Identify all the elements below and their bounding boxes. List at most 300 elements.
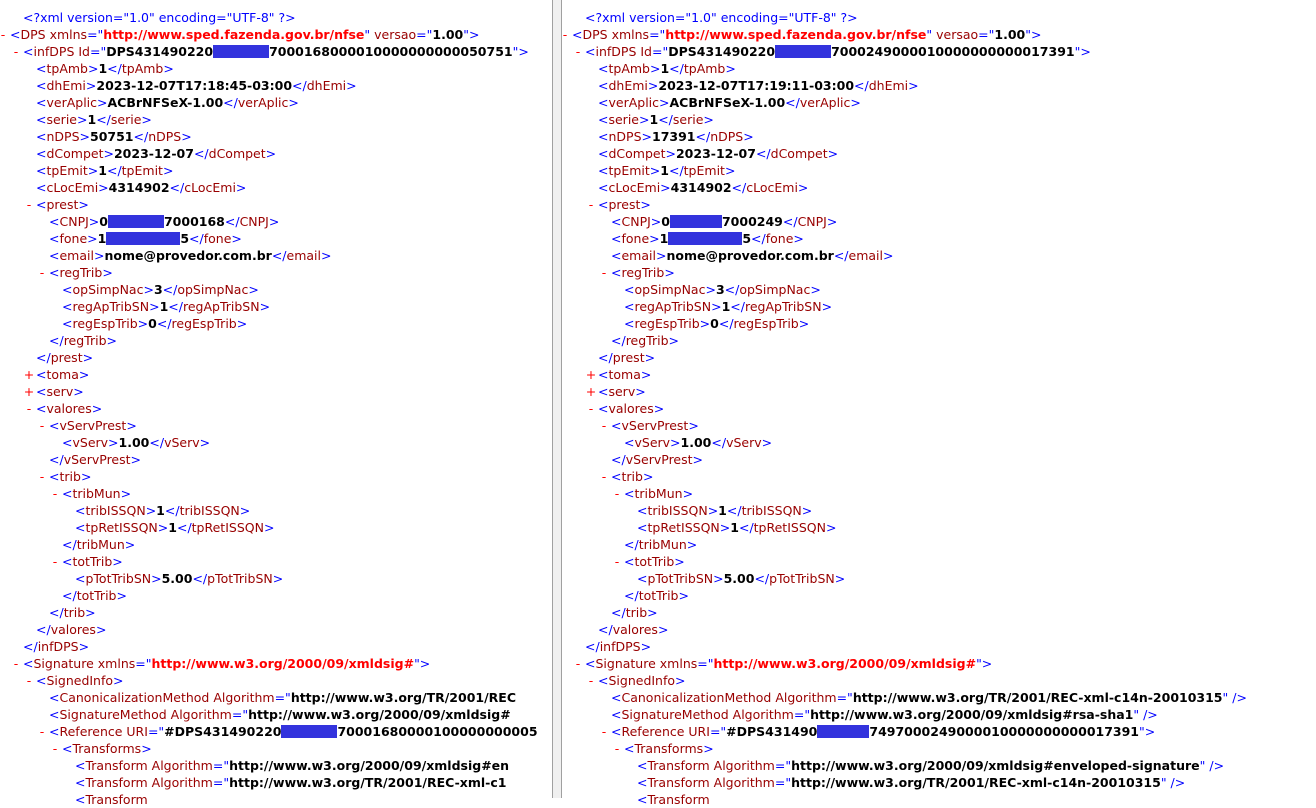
xml-line: [0, 417, 538, 434]
xml-punct: >: [78, 197, 89, 212]
xml-punct: </: [193, 146, 209, 161]
xml-punct: </: [624, 537, 639, 552]
xml-line-content: [36, 621, 106, 638]
xml-line: [562, 553, 1247, 570]
xml-text-value: 1: [660, 61, 670, 76]
xml-tag-name: prest: [46, 197, 79, 212]
collapse-toggle[interactable]: -: [588, 401, 594, 416]
xml-punct: =": [87, 27, 104, 42]
xml-punct: >: [650, 214, 662, 229]
xml-line: [562, 213, 1247, 230]
collapse-toggle[interactable]: -: [39, 724, 45, 739]
xml-tag-name: opSimpNac: [177, 282, 249, 297]
xml-line-content: [62, 553, 123, 570]
xml-punct: =": [90, 44, 107, 59]
xml-line-content: [637, 570, 845, 587]
xml-attr-name: xmlns: [655, 656, 698, 671]
xml-line-content: [49, 332, 117, 349]
collapse-toggle[interactable]: -: [614, 554, 620, 569]
xml-attr-value: 1.00: [994, 27, 1026, 42]
collapse-toggle[interactable]: -: [575, 44, 581, 59]
xml-attr-value: 1.00: [432, 27, 464, 42]
collapse-toggle[interactable]: -: [575, 656, 581, 671]
xml-tag-name: verAplic: [608, 95, 660, 110]
xml-punct: >: [259, 299, 271, 314]
xml-text-value: 5: [742, 231, 752, 246]
xml-punct: >: [660, 180, 671, 195]
xml-punct: </: [62, 588, 77, 603]
xml-line-content: [585, 43, 1091, 60]
collapse-toggle[interactable]: -: [588, 197, 594, 212]
xml-punct: </: [133, 129, 149, 144]
xml-line-content: [611, 706, 1158, 723]
xml-punct: >: [97, 95, 108, 110]
xml-punct: >: [647, 605, 658, 620]
xml-punct: >: [85, 78, 97, 93]
collapse-toggle[interactable]: -: [52, 741, 58, 756]
xml-line: [0, 162, 538, 179]
collapse-toggle[interactable]: -: [52, 486, 58, 501]
collapse-toggle[interactable]: -: [601, 724, 607, 739]
xml-punct: <: [36, 129, 47, 144]
xml-tag-name: cLocEmi: [46, 180, 99, 195]
xml-punct: >: [85, 605, 96, 620]
xml-line: [562, 128, 1247, 145]
xml-punct: >: [827, 146, 839, 161]
xml-punct: >: [265, 146, 277, 161]
xml-punct: </: [164, 503, 180, 518]
xml-punct: </: [695, 129, 711, 144]
xml-line: [0, 468, 538, 485]
xml-line: [562, 791, 1247, 808]
xml-punct: " />: [1222, 690, 1247, 705]
xml-punct: <: [598, 401, 609, 416]
xml-line: [562, 383, 1247, 400]
xml-tag-name: Reference: [621, 724, 685, 739]
xml-line: [0, 43, 538, 60]
xml-punct: <: [36, 367, 47, 382]
xml-text-value: 1: [649, 112, 659, 127]
xml-punct: </: [223, 95, 238, 110]
xml-punct: =": [212, 758, 230, 773]
collapse-toggle[interactable]: -: [614, 741, 620, 756]
collapse-toggle[interactable]: -: [26, 197, 32, 212]
xml-punct: <: [598, 367, 609, 382]
xml-punct: =": [231, 707, 249, 722]
xml-line: [0, 587, 538, 604]
xml-punct: <: [75, 792, 86, 807]
xml-punct: </: [36, 622, 51, 637]
collapse-toggle[interactable]: -: [13, 44, 19, 59]
xml-punct: </: [62, 537, 77, 552]
xml-punct: <: [10, 27, 21, 42]
xml-punct: >: [288, 95, 299, 110]
xml-line-content: [62, 485, 131, 502]
xml-tag-name: regEspTrib: [72, 316, 138, 331]
xml-punct: <: [611, 418, 622, 433]
collapse-toggle[interactable]: -: [0, 27, 6, 42]
expand-toggle[interactable]: +: [585, 384, 597, 399]
expand-toggle[interactable]: +: [23, 384, 35, 399]
xml-punct: <: [572, 27, 583, 42]
xml-line-content: [598, 94, 861, 111]
xml-punct: </: [156, 316, 172, 331]
xml-line-content: [611, 332, 679, 349]
xml-tag-name: regApTribSN: [182, 299, 260, 314]
xml-tag-name: Transform: [85, 775, 148, 790]
xml-line-content: [23, 9, 296, 26]
xml-punct: ">: [463, 27, 480, 42]
xml-punct: </: [598, 350, 613, 365]
xml-line: [562, 247, 1247, 264]
xml-punct: >: [181, 129, 192, 144]
xml-punct: <: [611, 214, 622, 229]
xml-punct: </: [162, 282, 178, 297]
xml-punct: <: [49, 469, 60, 484]
xml-line: [562, 740, 1247, 757]
xml-punct: " />: [1199, 758, 1225, 773]
xml-punct: <: [36, 146, 47, 161]
xml-punct: >: [102, 265, 113, 280]
xml-tag-name: regEspTrib: [733, 316, 799, 331]
xml-punct: <: [62, 486, 73, 501]
xml-punct: " />: [1133, 707, 1158, 722]
xml-line: [0, 536, 538, 553]
xml-tag-name: Transforms: [72, 741, 142, 756]
xml-line-content: [611, 723, 1155, 740]
xml-punct: <: [36, 163, 47, 178]
xml-line: [562, 281, 1247, 298]
collapse-toggle[interactable]: -: [601, 265, 607, 280]
xml-tag-name: pTotTribSN: [647, 571, 714, 586]
xml-tag-name: verAplic: [46, 95, 98, 110]
collapse-toggle[interactable]: -: [588, 673, 594, 688]
xml-punct: >: [78, 639, 90, 654]
xml-tag-name: opSimpNac: [72, 282, 144, 297]
xml-tag-name: tribISSQN: [647, 503, 708, 518]
xml-line-content: [36, 128, 192, 145]
xml-line-content: [624, 434, 772, 451]
xml-tag-name: Transform: [647, 792, 710, 807]
xml-tag-name: tpAmb: [46, 61, 88, 76]
xml-line: [562, 706, 1247, 723]
xml-attr-value: http://www.w3.org/2000/09/xmldsig#rsa-sha1: [810, 707, 1134, 722]
xml-punct: >: [78, 367, 90, 382]
xml-tag-name: fone: [203, 231, 232, 246]
xml-text-value: 0: [710, 316, 719, 331]
xml-text-value: 1: [156, 503, 165, 518]
xml-tag-name: tribMun: [634, 486, 683, 501]
xml-punct: <?xml version="1.0" encoding="UTF-8" ?>: [23, 10, 296, 25]
xml-punct: >: [655, 248, 667, 263]
xml-punct: " />: [1160, 775, 1186, 790]
xml-line-content: [36, 179, 246, 196]
xml-punct: </: [785, 95, 800, 110]
xml-punct: >: [77, 112, 88, 127]
xml-punct: >: [668, 333, 680, 348]
xml-punct: </: [611, 605, 626, 620]
xml-line-content: [75, 774, 506, 791]
xml-text-value: 3: [715, 282, 725, 297]
collapse-toggle[interactable]: -: [26, 401, 32, 416]
collapse-toggle[interactable]: -: [601, 418, 607, 433]
xml-tag-name: tpRetISSQN: [647, 520, 720, 535]
xml-punct: >: [108, 435, 119, 450]
xml-tag-name: prest: [612, 350, 645, 365]
xml-punct: =": [212, 775, 230, 790]
xml-punct: >: [719, 520, 731, 535]
xml-text-value: 1.00: [118, 435, 150, 450]
xml-attr-name: Algorithm: [147, 758, 213, 773]
pane-splitter[interactable]: [552, 0, 562, 798]
xml-tag-name: email: [286, 248, 321, 263]
xml-line: [0, 655, 538, 672]
xml-punct: </: [176, 520, 192, 535]
xml-tag-name: tribMun: [638, 537, 687, 552]
xml-tag-name: fone: [621, 231, 650, 246]
xml-line: [562, 196, 1247, 213]
xml-punct: </: [669, 61, 684, 76]
xml-text-value: 1: [660, 163, 669, 178]
xml-tag-name: Transform: [85, 758, 148, 773]
xml-line: [0, 26, 538, 43]
xml-line-content: [611, 247, 893, 264]
xml-line-content: [598, 621, 668, 638]
collapse-toggle[interactable]: -: [562, 27, 568, 42]
xml-attr-value: http://www.w3.org/2000/09/xmldsig#enveloped-signature: [791, 758, 1200, 773]
xml-punct: <: [23, 656, 34, 671]
xml-line-content: [23, 655, 430, 672]
xml-attr-name: Algorithm: [166, 707, 232, 722]
xml-punct: >: [665, 146, 676, 161]
xml-tag-name: cLocEmi: [608, 180, 661, 195]
xml-tag-name: regTrib: [59, 265, 103, 280]
xml-line: [562, 230, 1247, 247]
xml-line: [562, 672, 1247, 689]
xml-punct: >: [675, 673, 686, 688]
xml-punct: <: [624, 486, 635, 501]
xml-tag-name: Transform: [647, 775, 710, 790]
xml-text-value: 7000249: [721, 214, 783, 229]
xml-line: [562, 43, 1247, 60]
xml-line-content: [611, 468, 653, 485]
collapse-toggle[interactable]: -: [26, 673, 32, 688]
xml-punct: >: [248, 282, 259, 297]
xml-line: [562, 264, 1247, 281]
xml-attr-url: http://www.w3.org/2000/09/xmldsig#: [713, 656, 977, 671]
xml-line-content: [598, 77, 919, 94]
xml-punct: <: [49, 707, 60, 722]
collapse-toggle[interactable]: -: [13, 656, 19, 671]
xml-line-content: [598, 196, 651, 213]
xml-tag-name: dCompet: [208, 146, 266, 161]
xml-punct: >: [239, 503, 251, 518]
xml-punct: =": [649, 27, 666, 42]
xml-tag-name: vServ: [634, 435, 671, 450]
redaction-block: [281, 725, 337, 738]
xml-attr-value: #DPS431490: [726, 724, 818, 739]
xml-tag-name: CanonicalizationMethod: [59, 690, 210, 705]
xml-tag-name: DPS: [20, 27, 46, 42]
xml-punct: >: [674, 554, 685, 569]
xml-punct: >: [640, 367, 652, 382]
xml-punct: >: [826, 214, 838, 229]
xml-punct: =": [793, 707, 811, 722]
xml-tag-name: Transform: [85, 792, 148, 807]
xml-line-content: [598, 400, 664, 417]
xml-punct: </: [96, 112, 111, 127]
xml-punct: <?xml version="1.0" encoding="UTF-8" ?>: [585, 10, 858, 25]
xml-tag-name: trib: [625, 605, 648, 620]
xml-tag-name: totTrib: [76, 588, 117, 603]
xml-punct: >: [649, 61, 661, 76]
xml-punct: </: [49, 452, 64, 467]
xml-text-value: 0: [99, 214, 108, 229]
xml-line: [562, 60, 1247, 77]
xml-text-value: nome@provedor.com.br: [666, 248, 834, 263]
xml-punct: </: [23, 639, 38, 654]
xml-attr-url: http://www.w3.org/2000/09/xmldsig#: [151, 656, 415, 671]
xml-punct: <: [36, 180, 47, 195]
xml-punct: >: [346, 78, 357, 93]
xml-line: [0, 264, 538, 281]
collapse-toggle[interactable]: -: [39, 418, 45, 433]
xml-punct: </: [754, 571, 770, 586]
xml-punct: <: [49, 690, 60, 705]
xml-punct: >: [145, 503, 157, 518]
xml-attr-value: 7000249000010000000000017391: [831, 44, 1075, 59]
xml-tag-name: trib: [59, 469, 81, 484]
xml-tag-name: tpRetISSQN: [191, 520, 264, 535]
xml-line-content: [624, 485, 693, 502]
xml-punct: <: [611, 231, 622, 246]
xml-text-value: 1: [659, 231, 669, 246]
xml-punct: <: [611, 248, 622, 263]
xml-text-value: 1: [97, 231, 107, 246]
xml-tag-name: DPS: [582, 27, 608, 42]
xml-line-content: [36, 77, 357, 94]
xml-punct: =": [135, 656, 152, 671]
xml-tag-name: tpEmit: [121, 163, 163, 178]
xml-text-value: 4314902: [108, 180, 170, 195]
xml-tag-name: prest: [50, 350, 83, 365]
xml-line: [562, 77, 1247, 94]
xml-line: [562, 298, 1247, 315]
xml-tag-name: tpRetISSQN: [753, 520, 826, 535]
xml-line: [562, 366, 1247, 383]
xml-line-content: [49, 468, 91, 485]
xml-punct: </: [755, 146, 771, 161]
xml-punct: >: [797, 180, 809, 195]
xml-line-content: [62, 281, 259, 298]
collapse-toggle[interactable]: -: [39, 469, 45, 484]
xml-tag-name: CNPJ: [621, 214, 651, 229]
xml-line-content: [36, 196, 89, 213]
xml-attr-name: xmlns: [93, 656, 136, 671]
xml-line-content: [23, 43, 529, 60]
xml-attr-name: xmlns: [45, 27, 88, 42]
left-xml-pane[interactable]: [0, 0, 552, 807]
xml-punct: ">: [414, 656, 431, 671]
collapse-toggle[interactable]: -: [614, 486, 620, 501]
xml-text-value: 1: [98, 163, 107, 178]
xml-punct: >: [149, 299, 160, 314]
expand-toggle[interactable]: +: [23, 367, 35, 382]
xml-line-content: [637, 502, 812, 519]
xml-line: [0, 434, 538, 451]
xml-attr-value: DPS431490220: [668, 44, 776, 59]
xml-text-value: 1: [168, 520, 177, 535]
xml-tag-name: email: [848, 248, 883, 263]
xml-punct: >: [157, 520, 169, 535]
xml-line-content: [36, 349, 93, 366]
xml-line-content: [23, 638, 89, 655]
xml-text-value: 5.00: [161, 571, 193, 586]
expand-toggle[interactable]: +: [585, 367, 597, 382]
xml-punct: </: [711, 435, 727, 450]
xml-punct: >: [703, 112, 714, 127]
xml-attr-name: Algorithm: [771, 690, 837, 705]
xml-line: [0, 298, 538, 315]
xml-punct: >: [798, 316, 810, 331]
xml-line: [0, 247, 538, 264]
xml-text-value: ACBrNFSeX-1.00: [107, 95, 224, 110]
xml-punct: >: [93, 248, 105, 263]
xml-punct: <: [62, 435, 73, 450]
right-xml-pane[interactable]: [562, 0, 1316, 807]
xml-punct: >: [834, 571, 846, 586]
xml-tag-name: SignatureMethod: [621, 707, 729, 722]
xml-line: [0, 315, 538, 332]
xml-punct: <: [49, 265, 60, 280]
xml-tag-name: fone: [765, 231, 794, 246]
xml-punct: =": [652, 44, 669, 59]
xml-text-value: 1: [730, 520, 739, 535]
xml-attr-name: Id: [74, 44, 90, 59]
xml-attr-name: versao: [932, 27, 979, 42]
xml-punct: >: [705, 282, 716, 297]
xml-punct: </: [718, 316, 734, 331]
xml-punct: <: [36, 197, 47, 212]
xml-line-content: [36, 162, 173, 179]
xml-tag-name: totTrib: [638, 588, 679, 603]
xml-tag-name: SignatureMethod: [59, 707, 167, 722]
collapse-toggle[interactable]: -: [601, 469, 607, 484]
xml-punct: >: [87, 231, 98, 246]
collapse-toggle[interactable]: -: [39, 265, 45, 280]
xml-attr-name: URI: [122, 724, 148, 739]
xml-punct: <: [611, 690, 622, 705]
xml-line: [0, 196, 538, 213]
xml-punct: <: [36, 61, 47, 76]
xml-punct: >: [263, 520, 275, 535]
xml-line-content: [611, 689, 1247, 706]
xml-tag-name: vServPrest: [63, 452, 131, 467]
xml-punct: >: [725, 61, 736, 76]
xml-line-content: [36, 94, 299, 111]
collapse-toggle[interactable]: -: [52, 554, 58, 569]
xml-line: [562, 26, 1247, 43]
xml-punct: >: [649, 231, 660, 246]
xml-tag-name: cLocEmi: [184, 180, 236, 195]
xml-line-content: [598, 111, 714, 128]
xml-line-content: [598, 672, 686, 689]
xml-tag-name: nDPS: [148, 129, 182, 144]
xml-punct: </: [738, 520, 754, 535]
xml-line: [0, 230, 538, 247]
xml-punct: </: [833, 248, 849, 263]
xml-punct: ": [364, 27, 371, 42]
